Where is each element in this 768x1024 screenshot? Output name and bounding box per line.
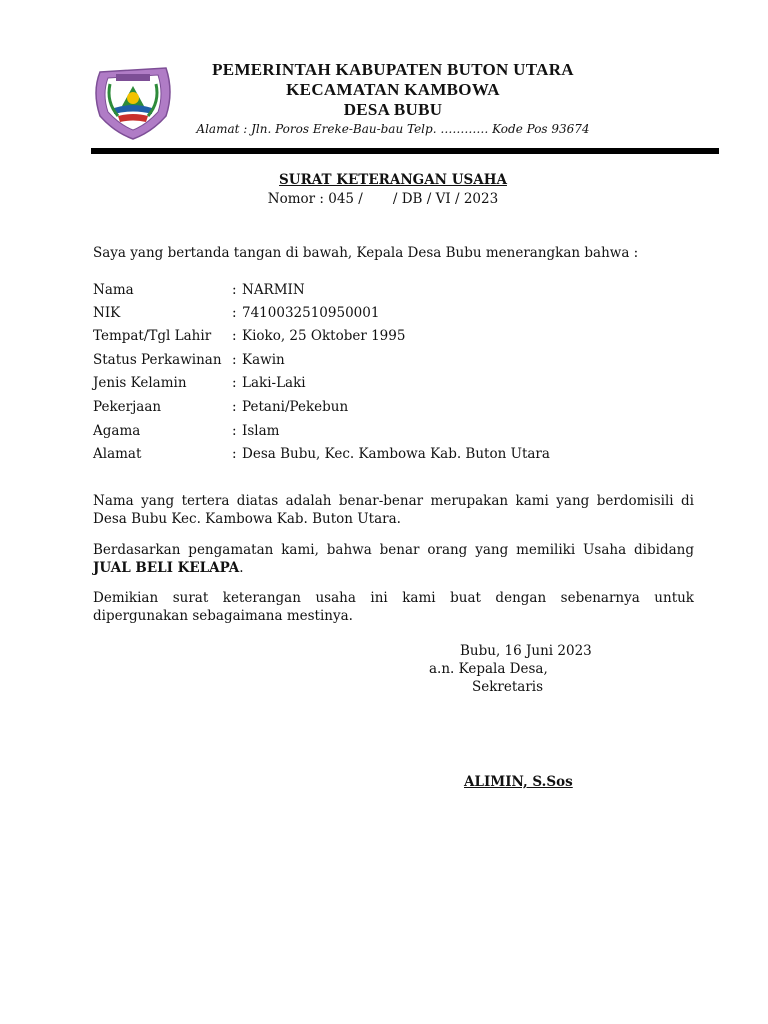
letterhead-village: DESA BUBU xyxy=(343,100,443,119)
domicile-paragraph: Nama yang tertera diatas adalah benar-benar merupakan kami yang berdomisili di Desa Bubu Kec. Kambowa Kab. Buton Utara. xyxy=(93,493,694,527)
letter-number: Nomor : 045 / / DB / VI / 2023 xyxy=(267,191,499,207)
field-label: Status Perkawinan xyxy=(93,352,222,368)
signature-position: Sekretaris xyxy=(472,679,544,695)
field-value: Petani/Pekebun xyxy=(242,399,349,415)
business-text: Berdasarkan pengamatan kami, bahwa benar orang yang memiliki Usaha dibidang xyxy=(93,542,694,558)
field-label: Tempat/Tgl Lahir xyxy=(93,328,212,344)
field-separator: : xyxy=(232,282,237,298)
letterhead-district: KECAMATAN KAMBOWA xyxy=(286,80,500,99)
field-label: Pekerjaan xyxy=(93,399,162,415)
field-value: Desa Bubu, Kec. Kambowa Kab. Buton Utara xyxy=(242,446,550,462)
letterhead xyxy=(180,60,606,137)
field-separator: : xyxy=(232,399,237,415)
field-label: Alamat xyxy=(93,446,142,462)
signature-on-behalf: a.n. Kepala Desa, xyxy=(429,661,548,677)
field-value: Kioko, 25 Oktober 1995 xyxy=(242,328,406,344)
business-end: . xyxy=(239,560,244,576)
field-value: Laki-Laki xyxy=(242,375,306,391)
field-label: Nama xyxy=(93,282,134,298)
field-label: Jenis Kelamin xyxy=(93,375,187,391)
field-label: NIK xyxy=(93,305,121,321)
intro-statement: Saya yang bertanda tangan di bawah, Kepala Desa Bubu menerangkan bahwa : xyxy=(93,245,639,261)
business-paragraph xyxy=(93,541,694,577)
field-value: Kawin xyxy=(242,352,285,368)
letterhead-divider xyxy=(91,148,719,154)
regency-emblem-logo xyxy=(92,62,174,140)
business-type: JUAL BELI KELAPA xyxy=(93,560,240,576)
field-label: Agama xyxy=(93,423,141,439)
field-separator: : xyxy=(232,328,237,344)
field-value: NARMIN xyxy=(242,282,305,298)
field-separator: : xyxy=(232,446,237,462)
signatory-name: ALIMIN, S.Sos xyxy=(464,774,573,790)
letter-title: SURAT KETERANGAN USAHA xyxy=(279,172,507,188)
letterhead-government: PEMERINTAH KABUPATEN BUTON UTARA xyxy=(212,60,574,79)
field-separator: : xyxy=(232,375,237,391)
closing-paragraph: Demikian surat keterangan usaha ini kami buat dengan sebenarnya untuk dipergunakan sebagaimana mestinya. xyxy=(93,590,694,624)
field-separator: : xyxy=(232,423,237,439)
field-value: Islam xyxy=(242,423,280,439)
field-value: 7410032510950001 xyxy=(242,305,380,321)
field-separator: : xyxy=(232,305,237,321)
field-separator: : xyxy=(232,352,237,368)
signature-place-date: Bubu, 16 Juni 2023 xyxy=(460,643,592,659)
letterhead-address: Alamat : Jln. Poros Ereke-Bau-bau Telp. ………… Kode Pos 93674 xyxy=(196,122,590,136)
